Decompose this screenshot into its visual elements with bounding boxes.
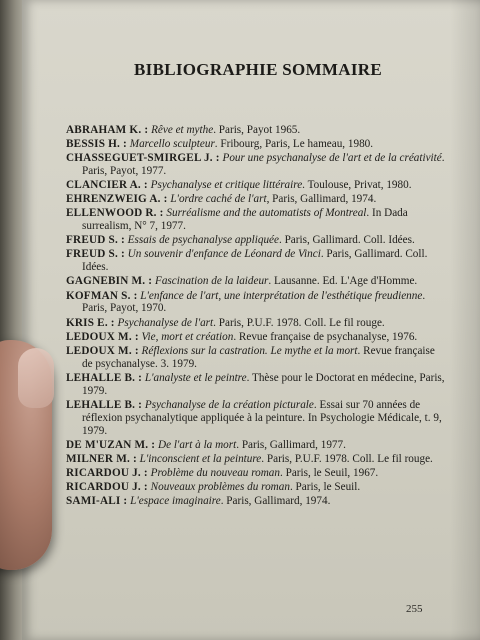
bibliography-entry — [66, 372, 446, 398]
entry-author: DE M'UZAN M. : — [66, 438, 156, 451]
bibliography-entry — [66, 193, 446, 206]
entry-author: LEHALLE B. : — [66, 371, 143, 384]
entry-publication-details: . Essai sur 70 années de réflexion psychanalytique appliquée à la peinture. In Psychologie Médicale, t. 9, 1979. — [82, 398, 442, 437]
entry-author: FREUD S. : — [66, 248, 125, 261]
entry-publication-details: . Paris, Gallimard, 1977. — [236, 438, 346, 451]
entry-publication-details: . Paris, P.U.F. 1978. Coll. Le fil rouge. — [213, 316, 385, 329]
page-title: BIBLIOGRAPHIE SOMMAIRE — [134, 60, 382, 79]
bibliography-entry — [66, 439, 446, 452]
entry-work-title: De l'art à la mort — [157, 438, 237, 451]
entry-author: MILNER M. : — [66, 452, 137, 465]
entry-author: CLANCIER A. : — [66, 179, 148, 192]
entry-work-title: Réflexions sur la castration. Le mythe et la mort — [141, 344, 358, 357]
entry-publication-details: . Lausanne. Ed. L'Age d'Homme. — [268, 275, 418, 288]
entry-publication-details: . Paris, le Seuil. — [289, 480, 361, 493]
entry-work-title: Psychanalyse et critique littéraire — [150, 179, 303, 192]
entry-author: LEDOUX M. : — [66, 344, 139, 357]
entry-work-title: L'enfance de l'art, une interprétation de l'esthétique freudienne — [140, 289, 423, 302]
entry-work-title: Pour une psychanalyse de l'art et de la créativité — [222, 152, 442, 165]
entry-author: KOFMAN S. : — [66, 289, 138, 302]
bibliography-list — [66, 124, 446, 509]
bibliography-entry — [66, 207, 446, 233]
bibliography-entry — [66, 248, 446, 274]
entry-work-title: Fascination de la laideur — [155, 275, 269, 288]
entry-publication-details: . Toulouse, Privat, 1980. — [302, 179, 412, 192]
entry-work-title: Psychanalyse de la création picturale — [144, 398, 314, 411]
page-shadow — [450, 0, 480, 640]
entry-work-title: Rêve et mythe — [151, 124, 214, 136]
entry-publication-details: , Paris, Gallimard, 1974. — [266, 193, 377, 206]
entry-publication-details: . Paris, Gallimard. Coll. Idées. — [278, 234, 415, 247]
entry-work-title: Vie, mort et création — [141, 330, 234, 343]
entry-publication-details: . Paris, Gallimard, 1974. — [220, 495, 331, 508]
entry-publication-details: . Paris, Payot, 1970. — [82, 289, 426, 315]
bibliography-entry — [66, 495, 446, 508]
bibliography-entry — [66, 453, 446, 466]
entry-publication-details: . Paris, P.U.F. 1978. Coll. Le fil rouge. — [261, 452, 433, 465]
entry-author: LEHALLE B. : — [66, 398, 143, 411]
page-number: 255 — [406, 603, 423, 615]
entry-author: KRIS E. : — [66, 316, 115, 329]
bibliography-entry — [66, 275, 446, 288]
entry-work-title: L'analyste et le peintre — [144, 371, 247, 384]
bibliography-entry — [66, 317, 446, 330]
entry-work-title: Marcello sculpteur — [129, 138, 215, 151]
entry-author: SAMI-ALI : — [66, 495, 128, 508]
bibliography-entry — [66, 124, 446, 137]
thumb-nail — [18, 348, 54, 408]
entry-work-title: L'inconscient et la peinture — [139, 452, 262, 465]
entry-author: RICARDOU J. : — [66, 480, 148, 493]
bibliography-entry — [66, 234, 446, 247]
entry-author: ELLENWOOD R. : — [66, 207, 164, 220]
entry-publication-details: . Thèse pour le Doctorat en médecine, Paris, 1979. — [82, 371, 445, 397]
entry-work-title: L'ordre caché de l'art — [170, 193, 267, 206]
entry-author: EHRENZWEIG A. : — [66, 193, 168, 206]
entry-work-title: Surréalisme and the automatists of Montreal — [166, 207, 367, 220]
entry-author: RICARDOU J. : — [66, 466, 148, 479]
entry-author: ABRAHAM K. : — [66, 124, 149, 136]
bibliography-entry — [66, 399, 446, 438]
entry-publication-details: . Paris, Payot 1965. — [213, 124, 301, 136]
entry-publication-details: . Revue française de psychanalyse. 3. 1979. — [82, 344, 435, 370]
entry-work-title: Un souvenir d'enfance de Léonard de Vinci — [127, 248, 321, 261]
entry-author: FREUD S. : — [66, 234, 125, 247]
entry-author: GAGNEBIN M. : — [66, 275, 153, 288]
bibliography-entry — [66, 179, 446, 192]
bibliography-entry — [66, 331, 446, 344]
entry-work-title: Nouveaux problèmes du roman — [150, 480, 290, 493]
bibliography-entry — [66, 481, 446, 494]
entry-work-title: Psychanalyse de l'art — [117, 316, 214, 329]
entry-work-title: Problème du nouveau roman — [150, 466, 280, 479]
entry-work-title: Essais de psychanalyse appliquée — [127, 234, 279, 247]
entry-publication-details: . Fribourg, Paris, Le hameau, 1980. — [214, 138, 374, 151]
bibliography-entry — [66, 138, 446, 151]
entry-publication-details: . Paris, le Seuil, 1967. — [280, 466, 379, 479]
entry-publication-details: . Paris, Payot, 1977. — [82, 152, 445, 178]
bibliography-entry — [66, 152, 446, 178]
entry-publication-details: . In Dada surrealism, N° 7, 1977. — [82, 207, 408, 233]
bibliography-entry — [66, 345, 446, 371]
entry-author: LEDOUX M. : — [66, 330, 139, 343]
bibliography-entry — [66, 290, 446, 316]
entry-author: BESSIS H. : — [66, 138, 127, 151]
entry-work-title: L'espace imaginaire — [130, 495, 221, 508]
entry-author: CHASSEGUET-SMIRGEL J. : — [66, 152, 220, 165]
entry-publication-details: . Revue française de psychanalyse, 1976. — [233, 330, 418, 343]
entry-publication-details: . Paris, Gallimard. Coll. Idées. — [82, 248, 428, 274]
bibliography-entry — [66, 467, 446, 480]
